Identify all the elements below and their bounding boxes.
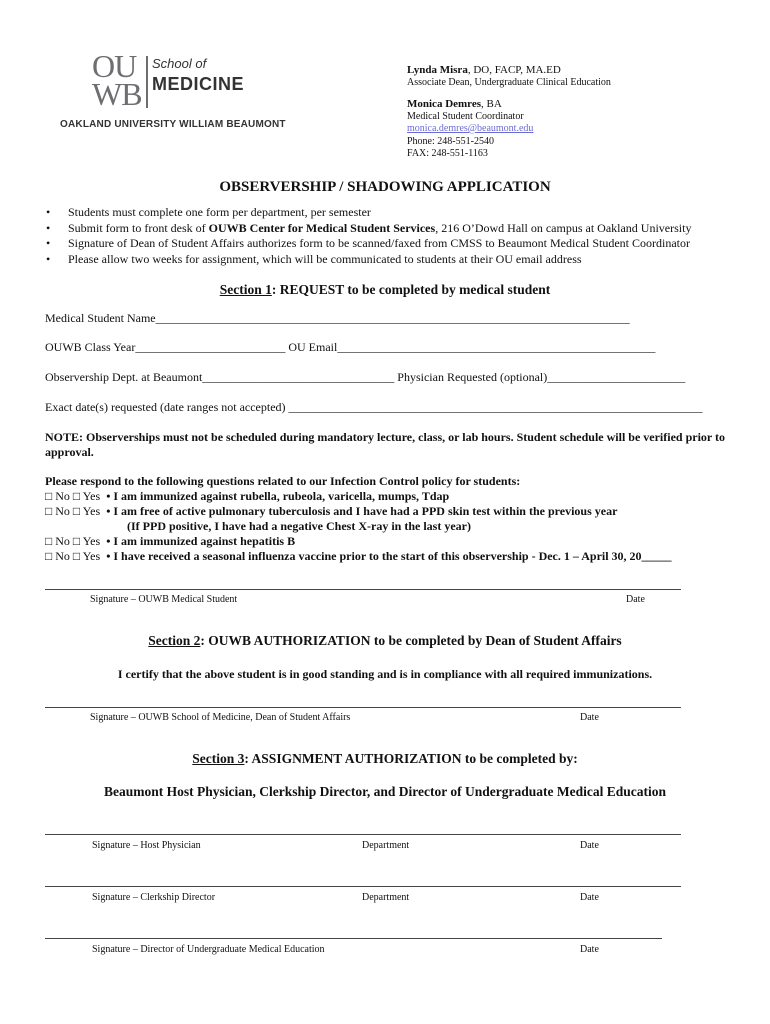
dept-physician-field[interactable]: Observership Dept. at Beaumont________________________________ Physician Requested (optional)_______________________ (45, 370, 686, 384)
logo-medicine: MEDICINE (152, 74, 245, 94)
question-text: • I am immunized against hepatitis B (106, 534, 296, 548)
instruction-text: Please allow two weeks for assignment, which will be communicated to students at their OU email address (68, 251, 582, 266)
coordinator-title: Medical Student Coordinator (407, 110, 524, 122)
question-influenza (45, 549, 672, 564)
student-signature-line[interactable] (45, 589, 681, 590)
host-signature-line[interactable] (45, 834, 681, 835)
instruction-item (44, 205, 691, 221)
certification-statement: I certify that the above student is in good standing and is in compliance with all required immunizations. (117, 667, 653, 681)
logo-ou-text: OU (92, 48, 137, 84)
student-name-field[interactable]: Medical Student Name_______________________________________________________________________________ (45, 311, 630, 325)
requested-dates-field[interactable]: Exact date(s) requested (date ranges not accepted) _____________________________________________________________________ (45, 400, 703, 414)
logo-school-of: School of (152, 56, 207, 71)
instruction-item (44, 252, 691, 268)
no-yes-checkbox[interactable]: □ No □ Yes (45, 504, 101, 518)
coordinator-credentials: , BA (481, 98, 502, 110)
question-text: • I have received a seasonal influenza vaccine prior to the start of this observership - Dec. 1 – April 30, 20_____ (106, 549, 672, 563)
host-date-label: Date (580, 840, 599, 851)
coordinator-phone: Phone: 248-551-2540 (407, 135, 494, 147)
no-yes-checkbox[interactable]: □ No □ Yes (45, 489, 101, 503)
logo-divider (146, 56, 148, 108)
section2-label: Section 2 (148, 633, 201, 648)
instruction-item (44, 221, 691, 237)
director-date-label: Date (580, 944, 599, 955)
coordinator-name: Monica Demres (407, 98, 482, 110)
student-signature-label: Signature – OUWB Medical Student (90, 594, 238, 605)
question-ppd-note: (If PPD positive, I have had a negative Chest X-ray in the last year) (127, 519, 471, 533)
no-yes-checkbox[interactable]: □ No □ Yes (45, 534, 101, 548)
director-signature-line[interactable] (45, 938, 662, 939)
instruction-text: Students must complete one form per department, per semester (68, 205, 371, 219)
question-tuberculosis (45, 504, 617, 519)
section1-label: Section 1 (219, 282, 272, 297)
instruction-item (44, 236, 691, 252)
clerkship-date-label: Date (580, 892, 599, 903)
form-title: OBSERVERSHIP / SHADOWING APPLICATION (219, 179, 551, 195)
section2-title: : OUWB AUTHORIZATION to be completed by Dean of Student Affairs (200, 633, 622, 648)
dean-credentials: , DO, FACP, MA.ED (467, 64, 561, 76)
instruction-text: Signature of Dean of Student Affairs authorizes form to be scanned/faxed from CMSS to Beaumont Medical Student Coordinator (68, 236, 690, 250)
instructions-list (44, 205, 691, 267)
host-signature-label: Signature – Host Physician (92, 840, 201, 851)
schedule-note: NOTE: Observerships must not be scheduled during mandatory lecture, class, or lab hours. Student schedule will be verified prior to approval. (45, 430, 726, 459)
instruction-text-end: , 216 O’Dowd Hall on campus at Oakland University (435, 220, 692, 235)
coordinator-fax: FAX: 248-551-1163 (407, 148, 488, 159)
dean-signature-line[interactable] (45, 707, 681, 708)
clerkship-signature-label: Signature – Clerkship Director (92, 892, 216, 903)
section1-title: : REQUEST to be completed by medical student (271, 282, 551, 297)
infection-intro: Please respond to the following questions related to our Infection Control policy for students: (45, 474, 521, 488)
logo-wb-text: WB (92, 76, 142, 112)
student-date-label: Date (626, 594, 645, 605)
section2-heading (0, 633, 770, 649)
section3-label: Section 3 (192, 751, 245, 766)
dean-date-label: Date (580, 712, 599, 723)
class-year-email-field[interactable]: OUWB Class Year_________________________ OU Email_____________________________________________________ (45, 340, 656, 354)
question-text: • I am free of active pulmonary tuberculosis and I have had a PPD skin test within the previous year (106, 504, 618, 518)
coordinator-line (407, 98, 611, 111)
section1-heading (0, 282, 770, 298)
instruction-bold: OUWB Center for Medical Student Services (208, 220, 436, 235)
question-hepatitis (45, 534, 295, 549)
dean-signature-label: Signature – OUWB School of Medicine, Dean of Student Affairs (90, 712, 351, 723)
dean-name: Lynda Misra (407, 64, 468, 76)
logo-ou (92, 48, 142, 112)
question-text: • I am immunized against rubella, rubeola, varicella, mumps, Tdap (106, 489, 450, 503)
coordinator-email-link[interactable]: monica.demres@beaumont.edu (407, 123, 534, 134)
dean-title: Associate Dean, Undergraduate Clinical Education (407, 76, 611, 88)
host-department-label: Department (362, 840, 410, 851)
logo-university-name: OAKLAND UNIVERSITY WILLIAM BEAUMONT (60, 119, 286, 130)
section3-subtitle: Beaumont Host Physician, Clerkship Director, and Director of Undergraduate Medical Education (104, 784, 666, 799)
director-signature-label: Signature – Director of Undergraduate Medical Education (92, 944, 325, 955)
contact-block (407, 64, 611, 161)
clerkship-signature-line[interactable] (45, 886, 681, 887)
section3-title: : ASSIGNMENT AUTHORIZATION to be completed by: (244, 751, 578, 766)
clerkship-department-label: Department (362, 892, 410, 903)
question-immunized (45, 489, 449, 504)
section3-heading (0, 751, 770, 767)
instruction-text: Submit form to front desk of (68, 220, 209, 235)
no-yes-checkbox[interactable]: □ No □ Yes (45, 549, 101, 563)
dean-line (407, 64, 611, 77)
